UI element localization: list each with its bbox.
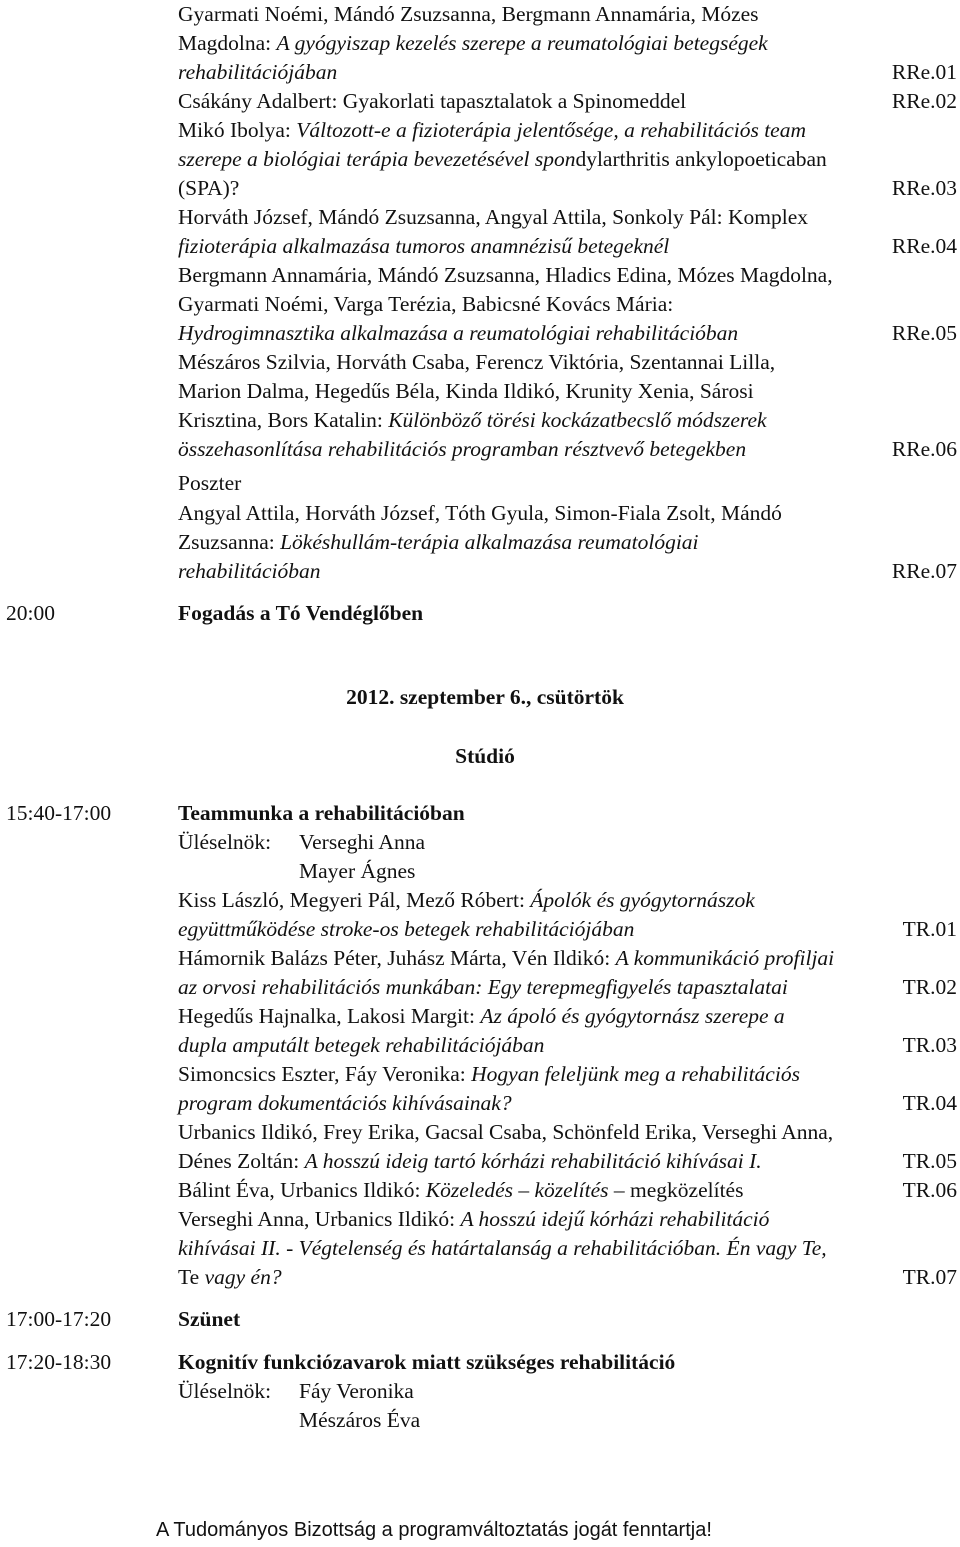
talk-title: Hogyan feleljünk meg a rehabilitációs xyxy=(471,1062,800,1086)
author-line: Hámornik Balázs Péter, Juhász Márta, Vén Ildikó: A kommunikáció profiljai xyxy=(178,946,835,970)
author-line: Horváth József, Mándó Zsuzsanna, Angyal Attila, Sonkoly Pál: Komplex xyxy=(178,205,808,229)
talk-code: TR.04 xyxy=(902,1091,957,1115)
talk-title: program dokumentációs kihívásainak? xyxy=(178,1091,512,1115)
author-line: Hegedűs Hajnalka, Lakosi Margit: Az ápoló és gyógytornász szerepe a xyxy=(178,1004,785,1028)
author-line: Csákány Adalbert: Gyakorlati tapasztalatok a Spinomeddel xyxy=(178,89,687,113)
author-line: Angyal Attila, Horváth József, Tóth Gyula, Simon-Fiala Zsolt, Mándó xyxy=(178,501,782,525)
talk-code: RRe.07 xyxy=(891,559,957,583)
talk-code: RRe.06 xyxy=(891,437,957,461)
talk-title: (SPA)? xyxy=(178,176,240,200)
author-line: Mészáros Szilvia, Horváth Csaba, Ferencz Viktória, Szentannai Lilla, xyxy=(178,350,776,374)
talk-title: Az ápoló és gyógytornász szerepe a xyxy=(480,1004,785,1028)
session-time: 17:20-18:30 xyxy=(6,1350,112,1374)
talk-code: TR.05 xyxy=(902,1149,957,1173)
talk-code: RRe.01 xyxy=(891,60,957,84)
poster-label: Poszter xyxy=(178,471,242,495)
talk-code: RRe.04 xyxy=(891,234,957,258)
chair-name: Verseghi Anna xyxy=(299,830,425,854)
talk-title: Hydrogimnasztika alkalmazása a reumatológiai rehabilitációban xyxy=(178,321,739,345)
talk-code: TR.03 xyxy=(902,1033,957,1057)
break-title: Szünet xyxy=(178,1307,241,1331)
talk-code: RRe.02 xyxy=(891,89,957,113)
talk-title: A kommunikáció profiljai xyxy=(615,946,835,970)
author-line: Kiss László, Megyeri Pál, Mező Róbert: Ápolók és gyógytornászok xyxy=(178,888,755,912)
talk-title: az orvosi rehabilitációs munkában: Egy terepmegfigyelés tapasztalatai xyxy=(178,975,788,999)
talk-title: rehabilitációjában xyxy=(178,60,338,84)
author-line: Zsuzsanna: Lökéshullám-terápia alkalmazása reumatológiai xyxy=(178,530,699,554)
chair-name: Mészáros Éva xyxy=(299,1408,421,1432)
author-line: Urbanics Ildikó, Frey Erika, Gacsal Csaba, Schönfeld Erika, Verseghi Anna, xyxy=(178,1120,834,1144)
reception-title: Fogadás a Tó Vendéglőben xyxy=(178,601,424,625)
talk-title: Közeledés – közelítés – xyxy=(425,1178,631,1202)
author-line: Gyarmati Noémi, Varga Terézia, Babicsné Kovács Mária: xyxy=(178,292,674,316)
talk-title: megközelítés xyxy=(630,1178,744,1202)
talk-title: Lökéshullám-terápia alkalmazása reumatológiai xyxy=(280,530,699,554)
talk-title: összehasonlítása rehabilitációs programban résztvevő betegekben xyxy=(178,437,747,461)
session-title: Kognitív funkciózavarok miatt szükséges rehabilitáció xyxy=(178,1350,676,1374)
author-line: Krisztina, Bors Katalin: Különböző törési kockázatbecslő módszerek xyxy=(178,408,767,432)
session-title: Teammunka a rehabilitációban xyxy=(178,801,465,825)
talk-title: szerepe a biológiai terápia bevezetésével spondylarthritis ankylopoeticaban xyxy=(178,147,827,171)
talk-code: RRe.05 xyxy=(891,321,957,345)
talk-title: rehabilitációban xyxy=(178,559,321,583)
talk-title: együttműködése stroke-os betegek rehabilitációjában xyxy=(178,917,635,941)
talk-title: fizioterápia alkalmazása tumoros anamnézisű betegeknél xyxy=(178,234,670,258)
author-line: Gyarmati Noémi, Mándó Zsuzsanna, Bergmann Annamária, Mózes xyxy=(178,2,759,26)
talk-code: TR.07 xyxy=(902,1265,957,1289)
chairs-label: Üléselnök: xyxy=(178,1379,272,1403)
talk-code: TR.06 xyxy=(902,1178,957,1202)
author-line: Simoncsics Eszter, Fáy Veronika: Hogyan feleljünk meg a rehabilitációs xyxy=(178,1062,800,1086)
talk-title: Ápolók és gyógytornászok xyxy=(530,888,755,912)
chair-name: Mayer Ágnes xyxy=(299,859,416,883)
talk-title: dupla amputált betegek rehabilitációjában xyxy=(178,1033,545,1057)
talk-title: Különböző törési kockázatbecslő módszerek xyxy=(388,408,767,432)
footer-note: A Tudományos Bizottság a programváltoztatás jogát fenntartja! xyxy=(156,1519,712,1541)
author-line: Verseghi Anna, Urbanics Ildikó: A hosszú idejű kórházi rehabilitáció xyxy=(178,1207,770,1231)
talk-title: Te vagy én? xyxy=(178,1265,282,1289)
talk-code: RRe.03 xyxy=(891,176,957,200)
author-line: Magdolna: A gyógyiszap kezelés szerepe a reumatológiai betegségek xyxy=(178,31,768,55)
author-line: Mikó Ibolya: Változott-e a fizioterápia jelentősége, a rehabilitációs team xyxy=(178,118,807,142)
talk-title: A hosszú idejű kórházi rehabilitáció xyxy=(460,1207,770,1231)
talk-code: TR.01 xyxy=(902,917,957,941)
author-line: Bergmann Annamária, Mándó Zsuzsanna, Hladics Edina, Mózes Magdolna, xyxy=(178,263,833,287)
break-time: 17:00-17:20 xyxy=(6,1307,112,1331)
day-date: 2012. szeptember 6., csütörtök xyxy=(346,685,624,709)
author-line: Bálint Éva, Urbanics Ildikó: Közeledés – közelítés – megközelítés xyxy=(178,1178,744,1202)
session-time: 15:40-17:00 xyxy=(6,801,112,825)
author-line: Dénes Zoltán: A hosszú ideig tartó kórházi rehabilitáció kihívásai I. xyxy=(178,1149,762,1173)
talk-title: A hosszú ideig tartó kórházi rehabilitáció kihívásai I. xyxy=(304,1149,762,1173)
room-name: Stúdió xyxy=(455,744,515,768)
chairs-label: Üléselnök: xyxy=(178,830,272,854)
talk-title: Változott-e a fizioterápia jelentősége, a rehabilitációs team xyxy=(296,118,807,142)
reception-time: 20:00 xyxy=(6,601,55,625)
talk-title: kihívásai II. - Végtelenség és határtalanság a rehabilitációban. Én vagy Te, xyxy=(178,1236,827,1260)
talk-title: A gyógyiszap kezelés szerepe a reumatológiai betegségek xyxy=(276,31,768,55)
talk-code: TR.02 xyxy=(902,975,957,999)
author-line: Marion Dalma, Hegedűs Béla, Kinda Ildikó, Krunity Xenia, Sárosi xyxy=(178,379,754,403)
chair-name: Fáy Veronika xyxy=(299,1379,414,1403)
